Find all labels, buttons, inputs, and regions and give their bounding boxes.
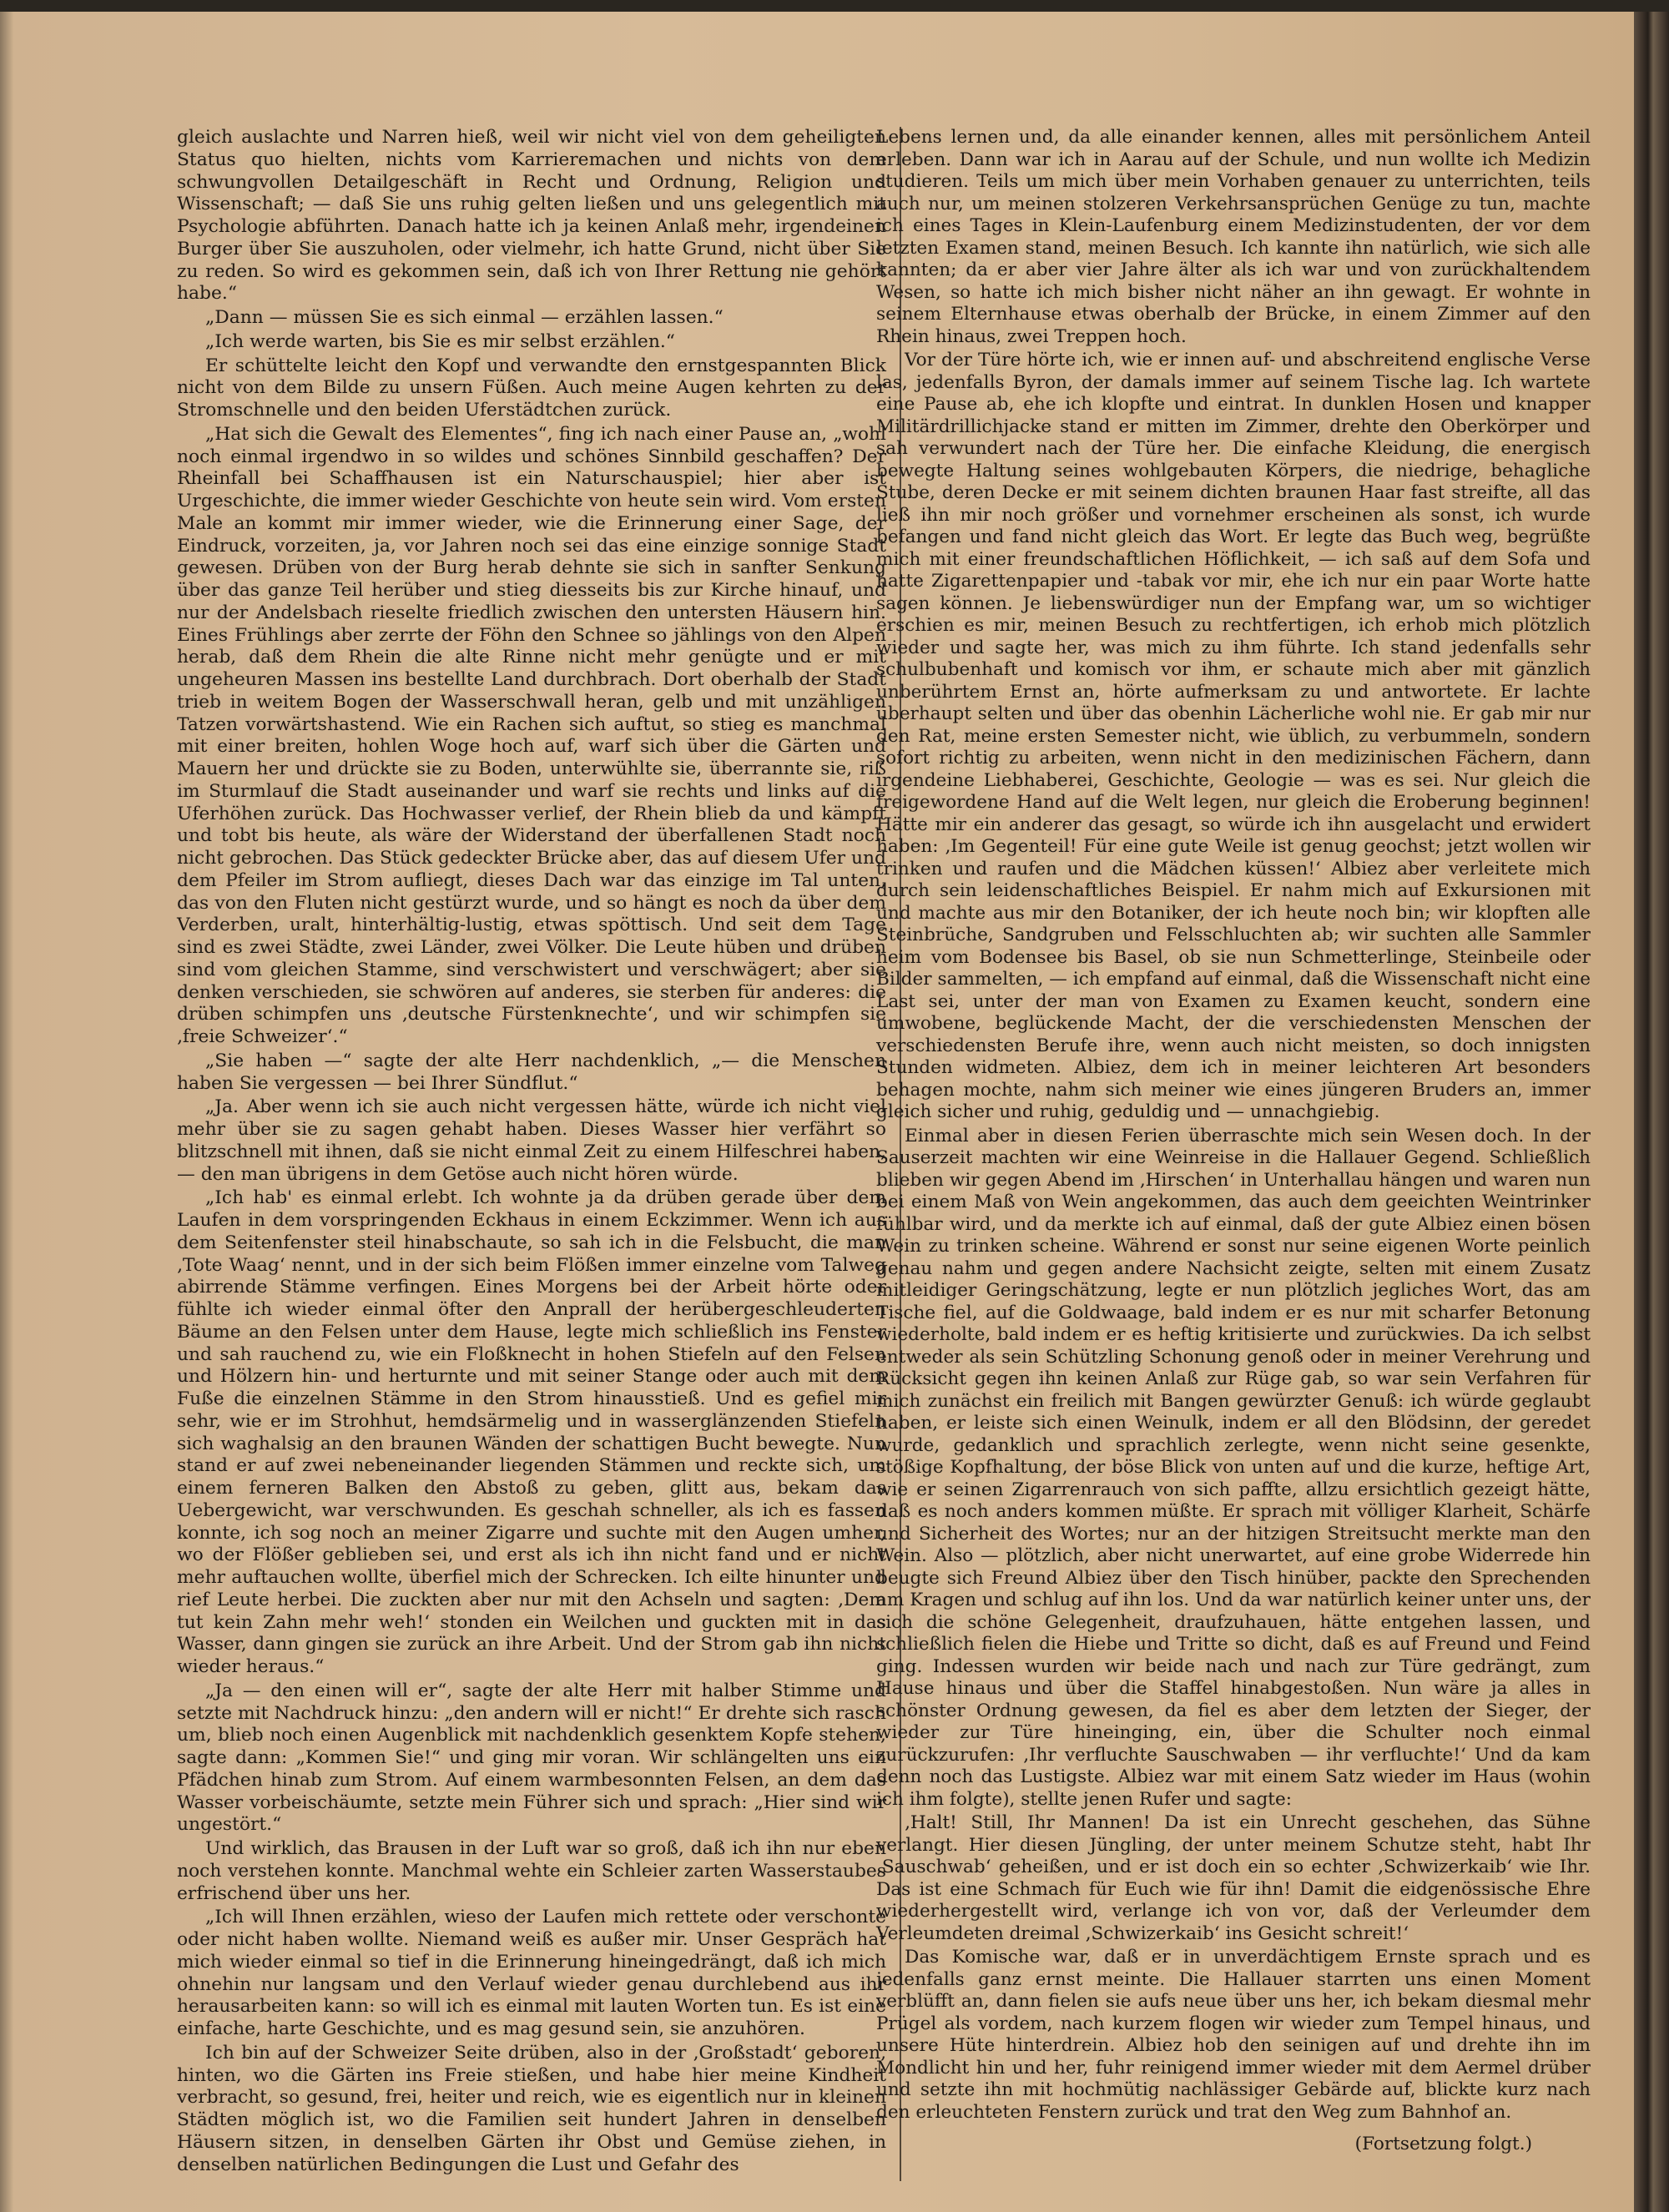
page-left-edge <box>0 0 13 2212</box>
continuation-note: (Fortsetzung folgt.) <box>1354 2134 1532 2154</box>
paragraph: ‚Halt! Still, Ihr Mannen! Da ist ein Unrecht geschehen, das Sühne verlangt. Hier diesen Jüngling, der unter meinem Schutze steht, habt Ihr ‚Sauschwab‘ geheißen, und er ist doch ein so echter ‚Schwizerkaib‘ wie Ihr. Das ist eine Schmach für Euch wie für ihn! Damit die eidgenössische Ehre wiederhergestellt wird, verlange ich von vor, daß der Verleumder dem Verleumdeten dreimal ‚Schwizerkaib‘ ins Gesicht schreit!‘ <box>876 1812 1591 1944</box>
paragraph: Das Komische war, daß er in unverdächtigem Ernste sprach und es jedenfalls ganz ernst meinte. Die Hallauer starrten uns einen Moment verblüfft an, dann fielen sie aufs neue über uns her, ich bekam diesmal mehr Prügel als vordem, nach kurzem flogen wir wieder zum Tempel hinaus, und unsere Hüte hinterdrein. Albiez hob den seinigen auf und drehte ihn im Mondlicht hin und her, fuhr reinigend immer wieder mit dem Aermel drüber und setzte ihn mit hochmütig nachlässiger Gebärde auf, blickte kurz nach den erleuchteten Fenstern zurück und trat den Weg zum Bahnhof an. <box>876 1947 1591 2123</box>
paragraph: „Ich werde warten, bis Sie es mir selbst erzählen.“ <box>205 330 675 352</box>
paragraph: Und wirklich, das Brausen in der Luft war so groß, daß ich ihn nur eben noch verstehen konnte. Manchmal wehte ein Schleier zarten Wasserstaubes erfrischend über uns her. <box>177 1838 886 1904</box>
paragraph: Einmal aber in diesen Ferien überraschte mich sein Wesen doch. In der Sauserzeit machten wir eine Weinreise in die Hallauer Gegend. Schließlich blieben wir gegen Abend im ‚Hirschen‘ in Unterhallau hängen und waren nun bei einem Maß von Wein angekommen, das auch dem geeichten Weintrinker fühlbar wird, und da merkte ich auf einmal, daß der gute Albiez einen bösen Wein zu trinken scheine. Während er sonst nur seine eigenen Worte peinlich genau nahm und gegen andere Nachsicht zeigte, selten mit einem Zusatz mitleidiger Geringschätzung, legte er nun plötzlich jegliches Wort, das am Tische fiel, auf die Goldwaage, bald indem er es nur mit scharfer Betonung wiederholte, bald indem er es heftig kritisierte und zurückwies. Da ich selbst entweder als sein Schützling Schonung genoß oder in meiner Verehrung und Rücksicht gegen ihn keinen Anlaß zur Rüge gab, so war sein Verfahren für mich zunächst ein freilich mit Bangen gewürzter Genuß: ich würde geglaubt haben, er leiste sich einen Weinulk, indem er all den Blödsinn, der geredet wurde, gedanklich und sprachlich zerlegte, wenn nicht seine gesenkte, stößige Kopfhaltung, der böse Blick von unten auf und die kurze, heftige Art, wie er seinen Zigarrenrauch von sich paffte, allzu ersichtlich gezeigt hätte, daß es noch anders kommen müßte. Er sprach mit völliger Klarheit, Schärfe und Sicherheit des Wortes; nur an der hitzigen Streitsucht merkte man den Wein. Also — plötzlich, aber nicht unerwartet, auf eine grobe Widerrede hin beugte sich Freund Albiez über den Tisch hinüber, packte den Sprechenden am Kragen und schlug auf ihn los. Und da war natürlich keiner unter uns, der sich die schöne Gelegenheit, draufzuhauen, hätte entgehen lassen, und schließlich fielen die Hiebe und Tritte so dicht, daß es auf Freund und Feind ging. Indessen wurden wir beide nach und nach zur Türe gedrängt, zum Hause hinaus und über die Staffel hinabgestoßen. Nun wäre ja alles in schönster Ordnung gewesen, da fiel es aber dem letzten der Sieger, der wieder zur Türe hineinging, ein, über die Schulter noch einmal zurückzurufen: ‚Ihr verfluchte Sauschwaben — ihr verfluchte!‘ Und da kam denn noch das Lustigste. Albiez war mit einem Satz wieder im Haus (wohin ich ihm folgte), stellte jenen Rufer und sagte: <box>876 1125 1591 1810</box>
left-column <box>177 127 886 2176</box>
paragraph: Lebens lernen und, da alle einander kennen, alles mit persönlichem Anteil erleben. Dann war ich in Aarau auf der Schule, und nun wollte ich Medizin studieren. Teils um mich über mein Vorhaben genauer zu unterrichten, teils auch nur, um meinen stolzeren Verkehrsansprüchen Genüge zu tun, machte ich eines Tages in Klein-Laufenburg einem Medizinstudenten, der vor dem letzten Examen stand, meinen Besuch. Ich kannte ihn natürlich, wie sich alle kannten; da er aber vier Jahre älter als ich war und von zurückhaltendem Wesen, so hatte ich mich bisher nicht näher an ihn gewagt. Er wohnte in seinem Elternhause etwas oberhalb der Brücke, in einem Zimmer auf den Rhein hinaus, zwei Treppen hoch. <box>876 127 1591 347</box>
paragraph: Er schüttelte leicht den Kopf und verwandte den ernstgespannten Blick nicht von dem Bilde zu unsern Füßen. Auch meine Augen kehrten zu der Stromschnelle und den beiden Uferstädtchen zurück. <box>177 355 886 421</box>
book-spine <box>1634 0 1669 2212</box>
paragraph: „Ja — den einen will er“, sagte der alte Herr mit halber Stimme und setzte mit Nachdruck hinzu: „den andern will er nicht!“ Er drehte sich rasch um, blieb noch einen Augenblick mit nachdenklich gesenktem Kopfe stehen, sagte dann: „Kommen Sie!“ und ging mir voran. Wir schlängelten uns ein Pfädchen hinab zum Strom. Auf einem warmbesonnten Felsen, an dem das Wasser vorbeischäumte, setzte mein Führer sich und sprach: „Hier sind wir ungestört.“ <box>177 1680 886 1836</box>
paragraph: „Ja. Aber wenn ich sie auch nicht vergessen hätte, würde ich nicht viel mehr über sie zu sagen gehabt haben. Dieses Wasser hier verfährt so blitzschnell mit ihnen, daß sie nicht einmal Zeit zu einem Hilfeschrei haben, — den man übrigens in dem Getöse auch nicht hören würde. <box>177 1096 886 1185</box>
paragraph: „Hat sich die Gewalt des Elementes“, fing ich nach einer Pause an, „wohl noch einmal irgendwo in so wildes und schönes Sinnbild geschaffen? Der Rheinfall bei Schaffhausen ist ein Naturschauspiel; hier aber ist Urgeschichte, die immer wieder Geschichte von heute sein wird. Vom ersten Male an kommt mir immer wieder, wie die Erinnerung einer Sage, der Eindruck, vorzeiten, ja, vor Jahren noch sei das eine einzige sonnige Stadt gewesen. Drüben von der Burg herab dehnte sie sich in sanfter Senkung über das ganze Teil herüber und stieg diesseits bis zur Kirche hinauf, und nur der Andelsbach rieselte friedlich zwischen den untersten Häusern hin. Eines Frühlings aber zerrte der Föhn den Schnee so jählings von den Alpen herab, daß dem Rhein die alte Rinne nicht mehr genügte und er mit ungeheuren Massen ins bestellte Land durchbrach. Dort oberhalb der Stadt trieb in weitem Bogen der Wasserschwall heran, gelb und mit unzähligen Tatzen vorwärtshastend. Wie ein Rachen sich auftut, so stieg es manchmal mit einer breiten, hohlen Woge hoch auf, warf sich über die Gärten und Mauern her und drückte sie zu Boden, unterwühlte sie, überrannte sie, riß im Sturmlauf die Stadt auseinander und warf sie rechts und links auf die Uferhöhen zurück. Das Hochwasser verlief, der Rhein blieb da und kämpft und tobt bis heute, als wäre der Widerstand der überfallenen Stadt noch nicht gebrochen. Das Stück gedeckter Brücke aber, das auf diesem Ufer und dem Pfeiler im Strom aufliegt, dieses Dach war das einzige im Tal unten, das von den Fluten nicht gestürzt wurde, und so hängt es noch da über dem Verderben, uralt, hinterhältig-lustig, etwas spöttisch. Und seit dem Tage sind es zwei Städte, zwei Länder, zwei Völker. Die Leute hüben und drüben sind vom gleichen Stamme, sind verschwistert und verschwägert; aber sie denken verschieden, sie schwören auf anderes, sie sterben für anderes: die drüben schimpfen uns ‚deutsche Fürstenknechte‘, und wir schimpfen sie ‚freie Schweizer‘.“ <box>177 423 886 1047</box>
paragraph: Ich bin auf der Schweizer Seite drüben, also in der ‚Großstadt‘ geboren, hinten, wo die Gärten ins Freie stießen, und habe hier meine Kindheit verbracht, so gesund, frei, heiter und reich, wie es eigentlich nur in kleinen Städten möglich ist, wo die Familien seit hundert Jahren in denselben Häusern sitzen, in denselben Gärten ihr Obst und Gemüse ziehen, in denselben natürlichen Bedingungen die Lust und Gefahr des <box>177 2042 886 2175</box>
paragraph: „Sie haben —“ sagte der alte Herr nachdenklich, „— die Menschen haben Sie vergessen — bei Ihrer Sündflut.“ <box>177 1050 886 1094</box>
scan-top-edge <box>0 0 1669 12</box>
paragraph: „Ich hab' es einmal erlebt. Ich wohnte ja da drüben gerade über dem Laufen in dem vorspringenden Eckhaus in einem Eckzimmer. Wenn ich aus dem Seitenfenster steil hinabschaute, so sah ich in die Felsbucht, die man ‚Tote Waag‘ nennt, und in der sich beim Flößen immer einzelne vom Talweg abirrende Stämme verfingen. Eines Morgens bei der Arbeit hörte oder fühlte ich wieder einmal öfter den Anprall der herübergeschleuderten Bäume an den Felsen unter dem Hause, legte mich schließlich ins Fenster und sah rauchend zu, wie ein Floßknecht in hohen Stiefeln auf den Felsen und Hölzern hin- und herturnte und mit seiner Stange oder auch mit dem Fuße die einzelnen Stämme in den Strom hinausstieß. Und es gefiel mir sehr, wie er im Strohhut, hemdsärmelig und in wasserglänzenden Stiefeln sich waghalsig an den braunen Wänden der schattigen Bucht bewegte. Nun stand er auf zwei nebeneinander liegenden Stämmen und reckte sich, um einem ferneren Balken den Abstoß zu geben, glitt aus, bekam das Uebergewicht, war verschwunden. Es geschah schneller, als ich es fassen konnte, ich sog noch an meiner Zigarre und suchte mit den Augen umher, wo der Flößer geblieben sei, und erst als ich ihn nicht fand und er nicht mehr auftauchen wollte, überfiel mich der Schrecken. Ich eilte hinunter und rief Leute herbei. Die zuckten aber nur mit den Achseln und sagten: ‚Dem tut kein Zahn mehr weh!‘ stonden ein Weilchen und guckten mit in das Wasser, dann gingen sie zurück an ihre Arbeit. Und der Strom gab ihn nicht wieder heraus.“ <box>177 1187 886 1677</box>
paragraph: Vor der Türe hörte ich, wie er innen auf- und abschreitend englische Verse las, jedenfalls Byron, der damals immer auf seinem Tische lag. Ich wartete eine Pause ab, ehe ich klopfte und eintrat. In dunklen Hosen und knapper Militärdrillichjacke stand er mitten im Zimmer, drehte den Oberkörper und sah verwundert nach der Türe her. Die einfache Kleidung, die energisch bewegte Haltung seines wohlgebauten Körpers, die niedrige, behagliche Stube, deren Decke er mit seinem dichten braunen Haar fast streifte, all das ließ ihn mir noch größer und vornehmer erscheinen als sonst, ich wurde befangen und fand nicht gleich das Wort. Er legte das Buch weg, begrüßte mich mit einer freundschaftlichen Höflichkeit, — ich saß auf dem Sofa und hatte Zigarettenpapier und -tabak vor mir, ehe ich nur ein paar Worte hatte sagen können. Je liebenswürdiger nun der Empfang war, um so wichtiger erschien es mir, meinen Besuch zu rechtfertigen, ich erhob mich plötzlich wieder und sagte her, was mich zu ihm führte. Ich stand jedenfalls sehr schulbubenhaft und komisch vor ihm, er schaute mich aber mit gänzlich unberührtem Ernst an, hörte aufmerksam zu und antwortete. Er lachte überhaupt selten und über das obenhin Lächerliche wohl nie. Er gab mir nur den Rat, meine ersten Semester nicht, wie üblich, zu verbummeln, sondern sofort richtig zu arbeiten, wenn nicht in den medizinischen Fächern, dann irgendeine Liebhaberei, Geschichte, Geologie — was es sei. Nur gleich die freigewordene Hand auf die Welt legen, nur gleich die Eroberung beginnen! Hätte mir ein anderer das gesagt, so würde ich ihn ausgelacht und erwidert haben: ‚Im Gegenteil! Für eine gute Weile ist genug geochst; jetzt wollen wir trinken und raufen und die Mädchen küssen!‘ Albiez aber verleitete mich durch sein leidenschaftliches Beispiel. Er nahm mich auf Exkursionen mit und machte aus mir den Botaniker, der ich heute noch bin; wir klopften alle Steinbrüche, Sandgruben und Felsschluchten ab; wir suchten alle Sammler heim vom Bodensee bis Basel, ob sie nun Schmetterlinge, Steinbeile oder Bilder sammelten, — ich empfand auf einmal, daß die Wissenschaft nicht eine Last sei, unter der man von Examen zu Examen keucht, sondern eine umwobene, beglückende Macht, der die verschiedensten Menschen der verschiedensten Berufe ihre, wenn auch nicht meisten, so doch innigsten Stunden widmeten. Albiez, dem ich in meiner leichteren Art besonders behagen mochte, nahm sich meiner wie eines jüngeren Bruders an, immer gleich sicher und ruhig, geduldig und — unnachgiebig. <box>876 350 1591 1122</box>
right-column <box>876 127 1591 2156</box>
paragraph: „Ich will Ihnen erzählen, wieso der Laufen mich rettete oder verschonte oder nicht haben wollte. Niemand weiß es außer mir. Unser Gespräch hat mich wieder einmal so tief in die Erinnerung hineingedrängt, daß ich mich ohnehin nur langsam und den Verlauf wieder genau durchlebend aus ihr herausarbeiten kann: so will ich es einmal mit lauten Worten tun. Es ist eine einfache, harte Geschichte, und es mag gesund sein, sie anzuhören. <box>177 1907 886 2039</box>
paragraph: gleich auslachte und Narren hieß, weil wir nicht viel von dem geheiligten Status quo hielten, nichts vom Karrieremachen und nichts von dem schwungvollen Detailgeschäft in Recht und Ordnung, Religion und Wissenschaft; — daß Sie uns ruhig gelten ließen und uns gelegentlich mit Psychologie abführten. Danach hatte ich ja keinen Anlaß mehr, irgendeinen Burger über Sie auszuholen, oder vielmehr, ich hatte Grund, nicht über Sie zu reden. So wird es gekommen sein, daß ich von Ihrer Rettung nie gehört habe.“ <box>177 127 886 305</box>
paragraph: „Dann — müssen Sie es sich einmal — erzählen lassen.“ <box>205 307 724 328</box>
